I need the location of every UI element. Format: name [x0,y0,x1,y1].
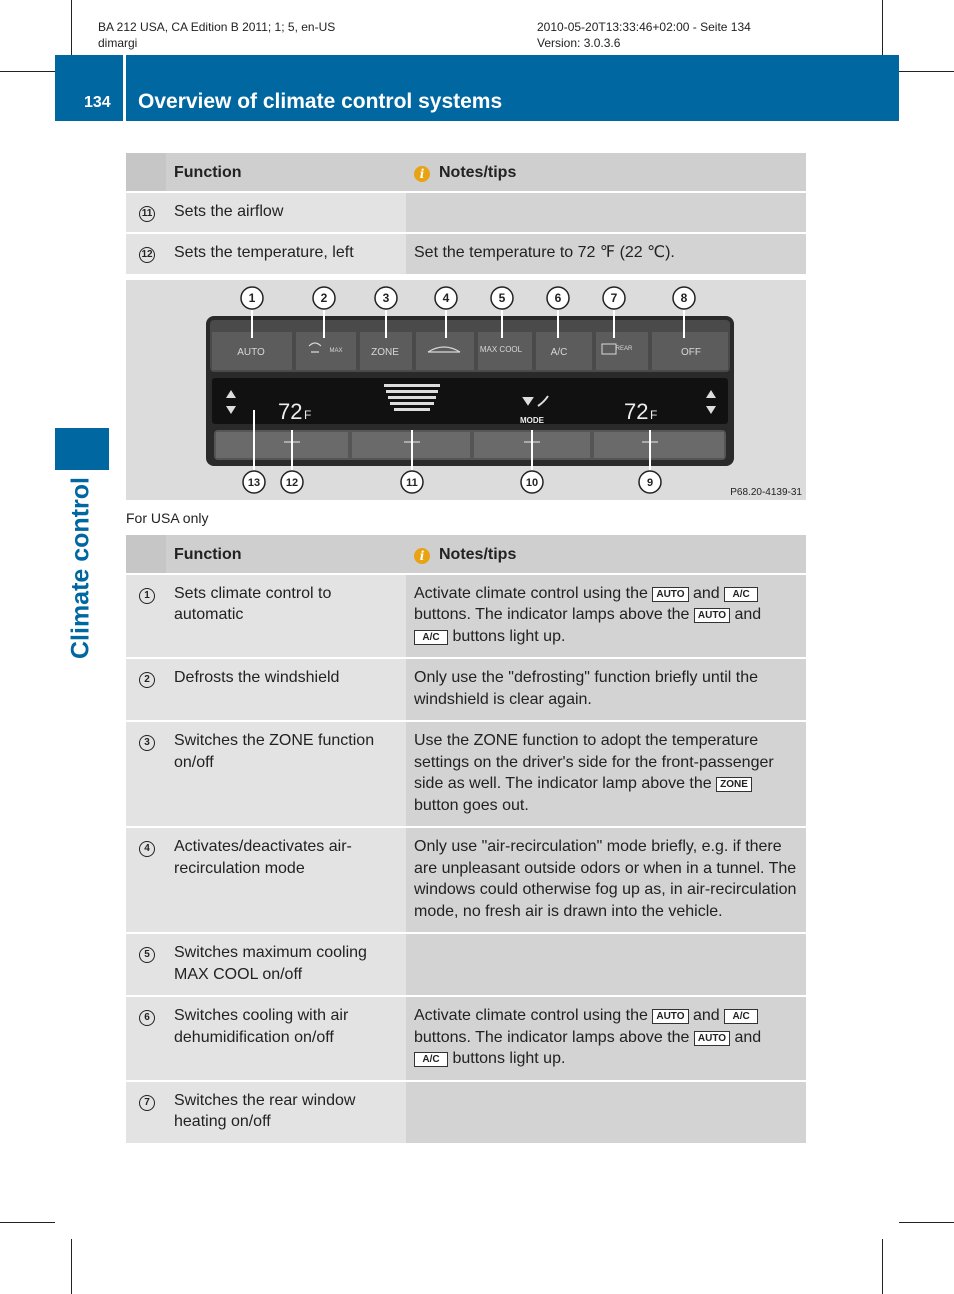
header-num-cell [126,153,166,192]
page-number: 134 [84,94,111,111]
table-row [126,192,806,234]
notes-text: Use the ZONE function to adopt the temperature settings on the driver's side for the front-passenger side as well. The indicator lamp above the ZONE button goes out. [406,721,806,827]
print-meta-right-line1: 2010-05-20T13:33:46+02:00 - Seite 134 [537,20,751,34]
callout-2: 2 [320,291,328,305]
callouts-bottom [243,471,661,493]
table-row [126,1081,806,1144]
notes-text: Only use the "defrosting" function briefly until the windshield is clear again. [406,658,806,721]
print-meta-left-line2: dimargi [98,36,138,50]
ac-key-icon: A/C [414,630,448,645]
crop-mark [882,1239,883,1294]
btn-auto-label: AUTO [237,347,265,358]
print-meta-left-line1: BA 212 USA, CA Edition B 2011; 1; 5, en-US [98,20,336,34]
table-row [126,658,806,721]
function-text: Sets the temperature, left [166,233,406,275]
crop-mark [899,1222,954,1223]
callout-number: 2 [139,672,155,688]
callout-number: 11 [139,206,155,222]
btn-off-label: OFF [681,347,701,358]
header-notes [406,153,806,192]
callout-3: 3 [382,291,390,305]
temp-right-value: 72 [624,399,649,424]
table-row [126,233,806,275]
callout-12: 12 [285,477,299,489]
function-table-bottom [126,535,806,1145]
table-header-row [126,153,806,192]
ac-key-icon: A/C [724,587,758,602]
print-meta-left [98,19,335,51]
function-table-top [126,153,806,276]
btn-max-label: MAX [329,348,343,354]
btn-zone-label: ZONE [371,347,399,358]
callout-number: 6 [139,1010,155,1026]
crop-mark [882,0,883,55]
header-notes-label: Notes/tips [439,164,517,181]
section-title: Overview of climate control systems [138,90,503,113]
function-text: Switches maximum cooling MAX COOL on/off [166,933,406,996]
function-text: Defrosts the windshield [166,658,406,721]
callout-number: 3 [139,735,155,751]
callout-number: 5 [139,947,155,963]
callout-4: 4 [442,291,450,305]
callout-7: 7 [610,291,618,305]
crop-mark [899,71,954,72]
callout-10: 10 [525,477,539,489]
print-meta-right-line2: Version: 3.0.3.6 [537,36,621,50]
callout-6: 6 [554,291,562,305]
temp-left-unit: F [304,408,312,422]
table-row [126,827,806,933]
table-row [126,996,806,1081]
function-text: Sets the airflow [166,192,406,234]
mode-label: MODE [520,416,544,425]
side-chapter-title: Climate control [66,477,95,659]
climate-control-panel-figure [126,280,806,500]
callout-9: 9 [646,477,654,489]
header-function: Function [166,153,406,192]
function-text: Switches the ZONE function on/off [166,721,406,827]
auto-key-icon: AUTO [694,608,730,623]
table-row [126,574,806,659]
function-text: Sets climate control to automatic [166,574,406,659]
callout-11: 11 [406,477,418,489]
crop-mark [0,71,55,72]
auto-key-icon: AUTO [652,587,688,602]
callout-number: 12 [139,247,155,263]
table-row [126,721,806,827]
print-meta-right [537,19,751,51]
callouts-top [241,287,695,309]
info-icon: i [414,548,430,564]
btn-rear-label: REAR [615,346,633,352]
btn-maxcool-label: MAX COOL [479,345,523,354]
crop-mark [71,1239,72,1294]
ac-key-icon: A/C [724,1009,758,1024]
callout-number: 1 [139,588,155,604]
notes-text [406,933,806,996]
header-notes [406,535,806,574]
header-num-cell [126,535,166,574]
function-text: Switches cooling with air dehumidification on/off [166,996,406,1081]
notes-text [406,192,806,234]
side-tab-marker [55,428,109,470]
notes-text: Only use "air-recirculation" mode briefly, e.g. if there are unpleasant outside odors or when in a tunnel. The windows could otherwise fog up as, in air-recirculation mode, no fresh air is drawn into the vehicle. [406,827,806,933]
callout-5: 5 [498,291,506,305]
figure-reference-code: P68.20-4139-31 [730,487,802,498]
table-header-row [126,535,806,574]
function-text: Activates/deactivates air-recirculation mode [166,827,406,933]
notes-text: Activate climate control using the AUTO and A/C buttons. The indicator lamps above the AUTO and A/C buttons light up. [406,996,806,1081]
notes-text: Activate climate control using the AUTO and A/C buttons. The indicator lamps above the AUTO and A/C buttons light up. [406,574,806,659]
btn-ac-label: A/C [550,347,568,358]
figure-caption: For USA only [126,510,209,526]
zone-key-icon: ZONE [716,777,752,792]
callout-number: 7 [139,1095,155,1111]
ac-key-icon: A/C [414,1052,448,1067]
notes-text [406,1081,806,1144]
temp-right-unit: F [650,408,658,422]
control-panel-illustration [126,280,806,500]
crop-mark [0,1222,55,1223]
header-notes-label: Notes/tips [439,546,517,563]
table-row [126,933,806,996]
callout-13: 13 [247,477,261,489]
callout-1: 1 [248,291,256,305]
crop-mark [71,0,72,55]
callout-8: 8 [680,291,688,305]
temp-left-value: 72 [278,399,303,424]
header-function: Function [166,535,406,574]
callout-number: 4 [139,841,155,857]
info-icon: i [414,166,430,182]
header-separator [123,55,126,121]
notes-text: Set the temperature to 72 ℉ (22 ℃). [406,233,806,275]
auto-key-icon: AUTO [694,1031,730,1046]
auto-key-icon: AUTO [652,1009,688,1024]
function-text: Switches the rear window heating on/off [166,1081,406,1144]
